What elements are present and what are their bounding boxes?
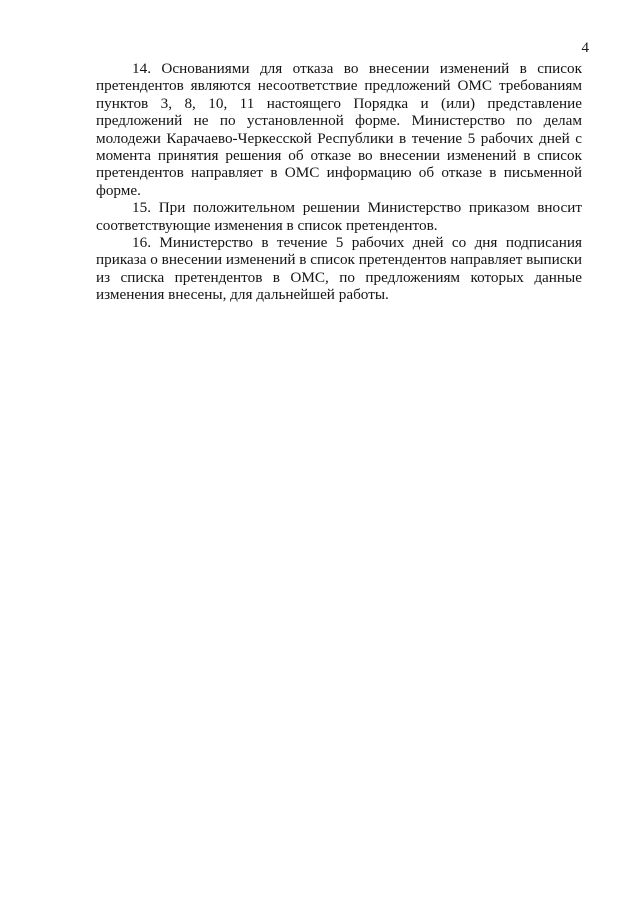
- document-body: [96, 60, 582, 304]
- paragraph-16: 16. Министерство в течение 5 рабочих дней со дня подписания приказа о внесении изменений в список претендентов направляет выписки из списка претендентов в ОМС, по предложениям которых данные изменения внесены, для дальнейшей работы.: [96, 234, 582, 304]
- paragraph-15: 15. При положительном решении Министерство приказом вносит соответствующие изменения в список претендентов.: [96, 199, 582, 234]
- paragraph-14: 14. Основаниями для отказа во внесении изменений в список претендентов являются несоответствие предложений ОМС требованиям пунктов 3, 8, 10, 11 настоящего Порядка и (или) представление предложений не по установленной форме. Министерство по делам молодежи Карачаево-Черкесской Республики в течение 5 рабочих дней с момента принятия решения об отказе во внесении изменений в список претендентов направляет в ОМС информацию об отказе в письменной форме.: [96, 60, 582, 199]
- page-number: 4: [581, 40, 589, 56]
